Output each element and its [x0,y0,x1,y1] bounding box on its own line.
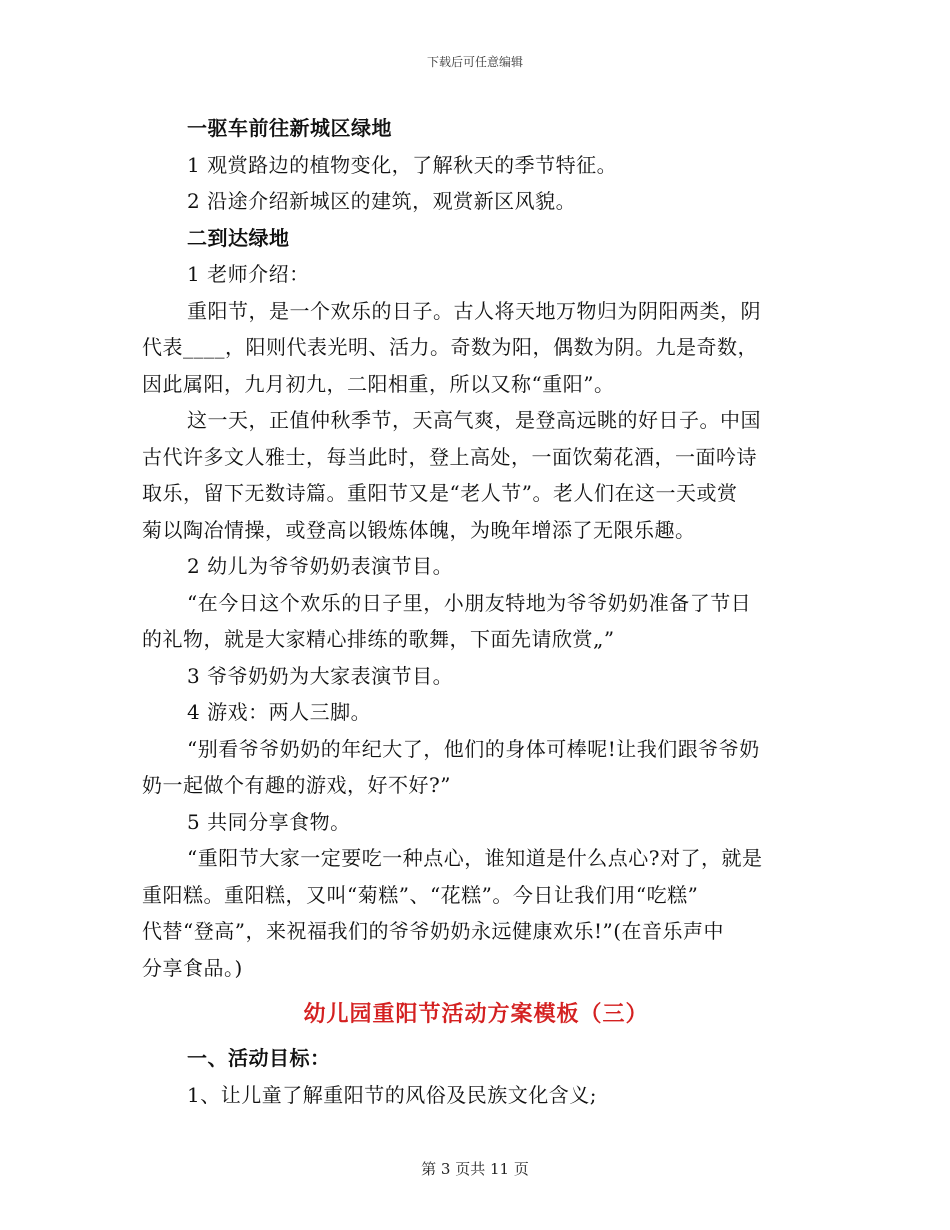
list-item: 5 共同分享食物。 [187,809,351,834]
paragraph-line: 菊以陶冶情操，或登高以锻炼体魄，为晚年增添了无限乐趣。 [142,517,696,542]
quote-line: 代替“登高”，来祝福我们的爷爷奶奶永远健康欢乐!”(在音乐声中 [142,919,725,943]
quote-line: “重阳节大家一定要吃一种点心，谁知道是什么点心?对了，就是 [187,846,763,870]
paragraph-line: 取乐，留下无数诗篇。重阳节又是“老人节”。老人们在这一天或赏 [142,481,738,505]
page-footer: 第 3 页共 11 页 [421,1160,529,1178]
document-body [142,110,810,1113]
list-item: 1 观赏路边的植物变化，了解秋天的季节特征。 [187,152,618,177]
list-item: 2 幼儿为爷爷奶奶表演节目。 [187,554,454,578]
quote-line: 奶一起做个有趣的游戏，好不好?” [142,773,451,797]
paragraph-line: 这一天，正值仲秋季节，天高气爽，是登高远眺的好日子。中国 [187,408,761,432]
paragraph-line: 古代许多文人雅士，每当此时，登上高处，一面饮菊花酒，一面吟诗 [142,444,757,469]
list-item: 3 爷爷奶奶为大家表演节目。 [187,663,454,688]
section-heading: 一、活动目标： [187,1046,331,1070]
document-title: 幼儿园重阳节活动方案模板（三） [303,1002,649,1027]
quote-line: “别看爷爷奶奶的年纪大了，他们的身体可棒呢!让我们跟爷爷奶 [187,736,760,761]
list-item: 2 沿途介绍新城区的建筑，观赏新区风貌。 [187,189,577,213]
list-item: 1、让儿童了解重阳节的风俗及民族文化含义; [187,1082,597,1107]
quote-line: 分享食品。) [142,955,243,980]
page-header: 下载后可任意编辑 [426,55,523,69]
quote-line: “在今日这个欢乐的日子里，小朋友特地为爷爷奶奶准备了节日 [187,590,752,615]
paragraph-line: 代表____，阳则代表光明、活力。奇数为阳，偶数为阴。九是奇数， [142,335,758,359]
paragraph-line: 因此属阳，九月初九，二阳相重，所以又称“重阳”。 [142,371,615,396]
quote-line: 的礼物，就是大家精心排练的歌舞，下面先请欣赏„” [142,627,615,651]
section-heading: 一驱车前往新城区绿地 [187,116,392,140]
section-heading: 二到达绿地 [187,225,290,250]
list-item: 4 游戏：两人三脚。 [187,700,372,724]
paragraph-line: 重阳节，是一个欢乐的日子。古人将天地万物归为阴阳两类，阴 [187,298,761,323]
quote-line: 重阳糕。重阳糕，又叫“菊糕”、“花糕”。今日让我们用“吃糕” [142,882,699,907]
list-item: 1 老师介绍： [187,262,310,286]
